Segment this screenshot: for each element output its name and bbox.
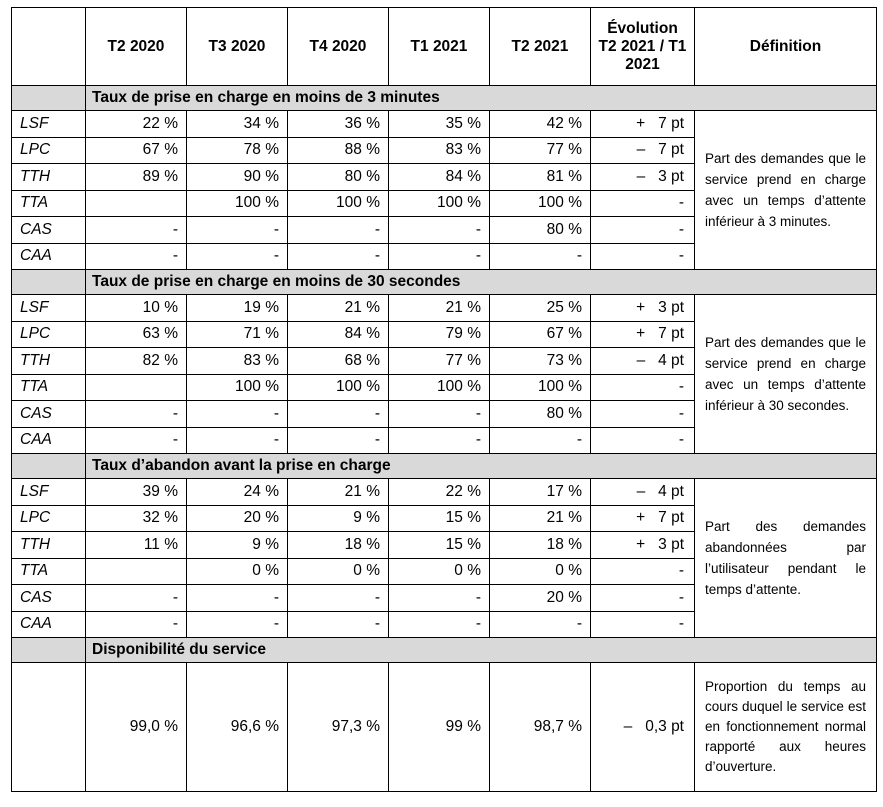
availability-value: 99 % (389, 663, 490, 792)
row-label: LSF (12, 295, 86, 322)
value-cell: 83 % (389, 137, 490, 164)
section-header-spacer (12, 454, 86, 479)
value-cell: 68 % (288, 348, 389, 375)
table-row (12, 295, 877, 322)
value-cell: 21 % (490, 505, 591, 532)
value-cell: 81 % (490, 164, 591, 191)
value-cell: 18 % (490, 532, 591, 559)
value-cell: 84 % (288, 321, 389, 348)
value-cell: 21 % (389, 295, 490, 322)
section-header-row (12, 454, 877, 479)
section-header-spacer (12, 86, 86, 111)
value-cell: - (288, 611, 389, 638)
row-label: TTH (12, 532, 86, 559)
value-cell: 9 % (288, 505, 389, 532)
section-header-row (12, 638, 877, 663)
evolution-cell: - (591, 585, 695, 612)
value-cell: 83 % (187, 348, 288, 375)
row-label: TTA (12, 190, 86, 217)
value-cell: 22 % (389, 479, 490, 506)
availability-definition: Proportion du temps au cours duquel le service est en fonctionnement normal rapporté aux heures d’ouverture. (695, 663, 877, 792)
evolution-cell: - (591, 558, 695, 585)
value-cell: 20 % (490, 585, 591, 612)
value-cell: - (389, 585, 490, 612)
value-cell: - (187, 585, 288, 612)
evolution-cell: - (591, 611, 695, 638)
row-label: TTH (12, 348, 86, 375)
value-cell: 22 % (86, 111, 187, 138)
value-cell: 18 % (288, 532, 389, 559)
row-label: CAA (12, 243, 86, 270)
value-cell: - (187, 401, 288, 428)
value-cell: 82 % (86, 348, 187, 375)
value-cell: - (86, 243, 187, 270)
value-cell: - (389, 243, 490, 270)
row-label: LSF (12, 479, 86, 506)
row-label: LPC (12, 505, 86, 532)
value-cell: 15 % (389, 505, 490, 532)
value-cell: 71 % (187, 321, 288, 348)
value-cell: 0 % (389, 558, 490, 585)
value-cell: 0 % (288, 558, 389, 585)
value-cell: 67 % (490, 321, 591, 348)
row-label: LSF (12, 111, 86, 138)
row-label: LPC (12, 137, 86, 164)
value-cell: 9 % (187, 532, 288, 559)
evolution-cell: - (591, 401, 695, 428)
value-cell: - (288, 243, 389, 270)
value-cell: - (288, 217, 389, 244)
value-cell: 77 % (389, 348, 490, 375)
evolution-cell: - (591, 190, 695, 217)
value-cell: 32 % (86, 505, 187, 532)
value-cell: 89 % (86, 164, 187, 191)
value-cell: - (288, 401, 389, 428)
evolution-cell: - (591, 427, 695, 454)
value-cell (86, 374, 187, 401)
table-body (12, 86, 877, 792)
value-cell: 100 % (288, 374, 389, 401)
value-cell: 63 % (86, 321, 187, 348)
row-label: TTH (12, 164, 86, 191)
value-cell: - (490, 243, 591, 270)
value-cell: - (86, 585, 187, 612)
availability-row (12, 663, 877, 792)
value-cell: 21 % (288, 479, 389, 506)
row-label: CAA (12, 611, 86, 638)
row-label: CAS (12, 217, 86, 244)
row-label: TTA (12, 558, 86, 585)
evolution-cell: + 7 pt (591, 505, 695, 532)
value-cell: - (86, 401, 187, 428)
value-cell: 80 % (490, 217, 591, 244)
value-cell: - (86, 217, 187, 244)
value-cell: - (389, 401, 490, 428)
value-cell: 34 % (187, 111, 288, 138)
value-cell: - (490, 427, 591, 454)
section-title: Disponibilité du service (86, 638, 877, 663)
value-cell: 67 % (86, 137, 187, 164)
value-cell: 100 % (490, 374, 591, 401)
evolution-cell: – 3 pt (591, 164, 695, 191)
row-label: CAA (12, 427, 86, 454)
value-cell: 84 % (389, 164, 490, 191)
value-cell: - (187, 217, 288, 244)
definition-cell: Part des demandes abandonnées par l’utilisateur pendant le temps d’attente. (695, 479, 877, 638)
section-header-spacer (12, 638, 86, 663)
header-t2-2021: T2 2021 (490, 8, 591, 86)
value-cell: - (288, 585, 389, 612)
value-cell: - (187, 611, 288, 638)
header-empty (12, 8, 86, 86)
section-header-spacer (12, 270, 86, 295)
evolution-cell: + 7 pt (591, 321, 695, 348)
availability-value: 98,7 % (490, 663, 591, 792)
value-cell: 100 % (389, 374, 490, 401)
availability-value: 96,6 % (187, 663, 288, 792)
row-label: CAS (12, 585, 86, 612)
value-cell: - (389, 217, 490, 244)
value-cell: 100 % (187, 374, 288, 401)
statistics-table (11, 7, 877, 792)
value-cell: 88 % (288, 137, 389, 164)
value-cell: 90 % (187, 164, 288, 191)
value-cell: - (389, 611, 490, 638)
value-cell: - (288, 427, 389, 454)
section-title: Taux de prise en charge en moins de 3 minutes (86, 86, 877, 111)
value-cell: 0 % (187, 558, 288, 585)
value-cell: 24 % (187, 479, 288, 506)
value-cell: 80 % (490, 401, 591, 428)
value-cell: 100 % (389, 190, 490, 217)
value-cell: - (187, 427, 288, 454)
value-cell: - (86, 611, 187, 638)
evolution-cell: - (591, 243, 695, 270)
section-header-row (12, 86, 877, 111)
header-t4-2020: T4 2020 (288, 8, 389, 86)
availability-value: 97,3 % (288, 663, 389, 792)
value-cell: 77 % (490, 137, 591, 164)
section-title: Taux de prise en charge en moins de 30 secondes (86, 270, 877, 295)
table-row (12, 111, 877, 138)
evolution-cell: - (591, 374, 695, 401)
value-cell: 100 % (490, 190, 591, 217)
value-cell: 39 % (86, 479, 187, 506)
value-cell: 100 % (288, 190, 389, 217)
value-cell: 79 % (389, 321, 490, 348)
evolution-cell: + 3 pt (591, 532, 695, 559)
value-cell: 20 % (187, 505, 288, 532)
definition-cell: Part des demandes que le service prend en charge avec un temps d’attente inférieur à 3 minutes. (695, 111, 877, 270)
value-cell: - (389, 427, 490, 454)
value-cell: 17 % (490, 479, 591, 506)
value-cell: 36 % (288, 111, 389, 138)
header-t2-2020: T2 2020 (86, 8, 187, 86)
value-cell: - (86, 427, 187, 454)
value-cell: 78 % (187, 137, 288, 164)
header-row (12, 8, 877, 86)
value-cell (86, 558, 187, 585)
evolution-cell: – 7 pt (591, 137, 695, 164)
evolution-cell: - (591, 217, 695, 244)
value-cell: 80 % (288, 164, 389, 191)
availability-value: 99,0 % (86, 663, 187, 792)
value-cell (86, 190, 187, 217)
value-cell: 25 % (490, 295, 591, 322)
header-t1-2021: T1 2021 (389, 8, 490, 86)
availability-evolution: – 0,3 pt (591, 663, 695, 792)
definition-cell: Part des demandes que le service prend en charge avec un temps d’attente inférieur à 30 secondes. (695, 295, 877, 454)
header-definition: Définition (695, 8, 877, 86)
value-cell: 15 % (389, 532, 490, 559)
value-cell: 19 % (187, 295, 288, 322)
value-cell: 100 % (187, 190, 288, 217)
value-cell: 35 % (389, 111, 490, 138)
row-label: TTA (12, 374, 86, 401)
evolution-cell: + 7 pt (591, 111, 695, 138)
evolution-cell: – 4 pt (591, 479, 695, 506)
value-cell: 21 % (288, 295, 389, 322)
section-header-row (12, 270, 877, 295)
row-label: LPC (12, 321, 86, 348)
value-cell: 11 % (86, 532, 187, 559)
section-title: Taux d’abandon avant la prise en charge (86, 454, 877, 479)
value-cell: 42 % (490, 111, 591, 138)
value-cell: 0 % (490, 558, 591, 585)
evolution-cell: + 3 pt (591, 295, 695, 322)
value-cell: - (187, 243, 288, 270)
row-label: CAS (12, 401, 86, 428)
availability-label-empty (12, 663, 86, 792)
table-row (12, 479, 877, 506)
value-cell: - (490, 611, 591, 638)
header-evolution: Évolution T2 2021 / T1 2021 (591, 8, 695, 86)
evolution-cell: – 4 pt (591, 348, 695, 375)
value-cell: 73 % (490, 348, 591, 375)
header-t3-2020: T3 2020 (187, 8, 288, 86)
value-cell: 10 % (86, 295, 187, 322)
